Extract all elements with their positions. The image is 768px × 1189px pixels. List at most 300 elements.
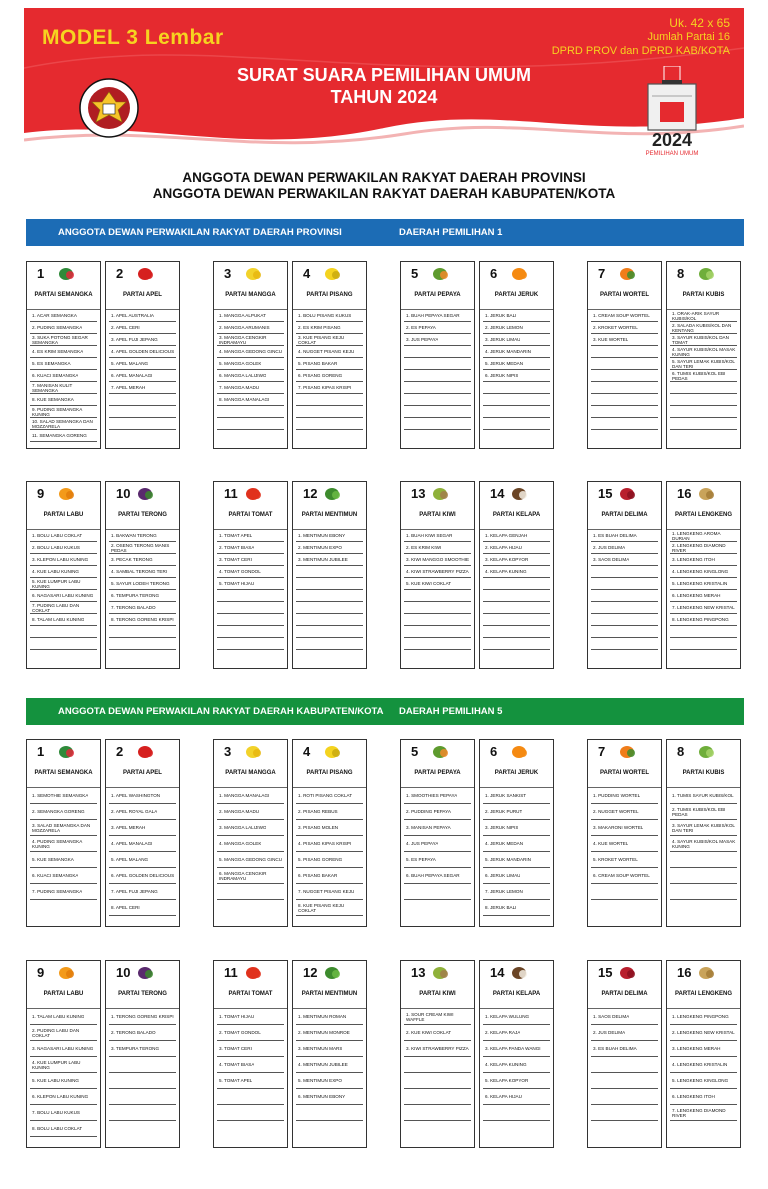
candidate-row[interactable] [404,554,471,566]
candidate-row[interactable] [217,602,284,614]
candidate-row[interactable] [670,1025,737,1041]
party-box[interactable] [26,261,101,449]
candidate-row[interactable] [296,346,363,358]
candidate-row[interactable] [404,310,471,322]
party-header[interactable] [293,262,366,310]
candidate-row[interactable] [109,346,176,358]
candidate-row[interactable] [591,346,658,358]
candidate-row[interactable] [483,542,550,554]
party-box[interactable] [213,481,288,669]
candidate-row[interactable] [483,554,550,566]
candidate-row[interactable] [30,1041,97,1057]
candidate-row[interactable] [591,358,658,370]
candidate-row[interactable] [591,1089,658,1105]
candidate-row[interactable] [109,554,176,566]
candidate-row[interactable] [109,804,176,820]
candidate-row[interactable] [404,650,471,662]
candidate-row[interactable] [670,804,737,820]
candidate-row[interactable] [296,406,363,418]
candidate-row[interactable] [670,542,737,554]
candidate-row[interactable] [217,590,284,602]
party-header[interactable] [588,740,661,788]
candidate-row[interactable] [591,310,658,322]
candidate-row[interactable] [670,638,737,650]
candidate-row[interactable] [217,1121,284,1137]
candidate-row[interactable] [30,1025,97,1041]
candidate-row[interactable] [296,1121,363,1137]
candidate-row[interactable] [109,852,176,868]
candidate-row[interactable] [591,554,658,566]
candidate-row[interactable] [591,820,658,836]
candidate-row[interactable] [30,566,97,578]
candidate-row[interactable] [30,1121,97,1137]
candidate-row[interactable] [109,1089,176,1105]
candidate-row[interactable] [670,614,737,626]
candidate-row[interactable] [217,334,284,346]
candidate-row[interactable] [217,852,284,868]
candidate-row[interactable] [296,602,363,614]
candidate-row[interactable] [404,346,471,358]
candidate-row[interactable] [30,868,97,884]
candidate-row[interactable] [296,310,363,322]
candidate-row[interactable] [30,358,97,370]
candidate-row[interactable] [30,1057,97,1073]
candidate-row[interactable] [404,900,471,916]
candidate-row[interactable] [483,626,550,638]
candidate-row[interactable] [109,382,176,394]
candidate-row[interactable] [483,614,550,626]
candidate-row[interactable] [217,650,284,662]
candidate-row[interactable] [404,334,471,346]
candidate-row[interactable] [591,394,658,406]
candidate-row[interactable] [296,394,363,406]
candidate-row[interactable] [670,406,737,418]
candidate-row[interactable] [217,868,284,884]
candidate-row[interactable] [109,590,176,602]
party-header[interactable] [401,740,474,788]
candidate-row[interactable] [217,788,284,804]
candidate-row[interactable] [483,900,550,916]
candidate-row[interactable] [296,1057,363,1073]
party-header[interactable] [401,262,474,310]
party-box[interactable] [26,960,101,1148]
candidate-row[interactable] [30,836,97,852]
candidate-row[interactable] [591,542,658,554]
candidate-row[interactable] [296,530,363,542]
candidate-row[interactable] [404,602,471,614]
candidate-row[interactable] [591,430,658,442]
candidate-row[interactable] [30,334,97,346]
candidate-row[interactable] [483,1089,550,1105]
party-header[interactable] [667,740,740,788]
party-box[interactable] [105,739,180,927]
candidate-row[interactable] [296,334,363,346]
candidate-row[interactable] [296,370,363,382]
candidate-row[interactable] [404,370,471,382]
candidate-row[interactable] [30,614,97,626]
candidate-row[interactable] [670,1105,737,1121]
candidate-row[interactable] [670,578,737,590]
candidate-row[interactable] [670,530,737,542]
party-box[interactable] [479,261,554,449]
candidate-row[interactable] [30,530,97,542]
candidate-row[interactable] [217,346,284,358]
party-box[interactable] [666,481,741,669]
candidate-row[interactable] [296,358,363,370]
party-header[interactable] [480,740,553,788]
candidate-row[interactable] [296,900,363,916]
candidate-row[interactable] [404,566,471,578]
candidate-row[interactable] [30,590,97,602]
candidate-row[interactable] [591,804,658,820]
candidate-row[interactable] [404,804,471,820]
candidate-row[interactable] [217,370,284,382]
party-header[interactable] [588,262,661,310]
candidate-row[interactable] [483,804,550,820]
candidate-row[interactable] [109,394,176,406]
candidate-row[interactable] [109,602,176,614]
candidate-row[interactable] [217,542,284,554]
candidate-row[interactable] [670,852,737,868]
candidate-row[interactable] [109,1105,176,1121]
candidate-row[interactable] [483,346,550,358]
candidate-row[interactable] [591,418,658,430]
candidate-row[interactable] [483,322,550,334]
candidate-row[interactable] [591,566,658,578]
candidate-row[interactable] [30,788,97,804]
party-header[interactable] [214,482,287,530]
party-box[interactable] [292,261,367,449]
candidate-row[interactable] [483,590,550,602]
candidate-row[interactable] [217,1025,284,1041]
candidate-row[interactable] [217,900,284,916]
candidate-row[interactable] [483,1105,550,1121]
candidate-row[interactable] [109,900,176,916]
candidate-row[interactable] [30,1073,97,1089]
candidate-row[interactable] [296,614,363,626]
candidate-row[interactable] [296,820,363,836]
party-header[interactable] [106,740,179,788]
candidate-row[interactable] [30,626,97,638]
candidate-row[interactable] [109,418,176,430]
candidate-row[interactable] [30,578,97,590]
party-header[interactable] [401,482,474,530]
party-header[interactable] [214,262,287,310]
party-box[interactable] [400,261,475,449]
candidate-row[interactable] [217,566,284,578]
candidate-row[interactable] [483,602,550,614]
candidate-row[interactable] [217,358,284,370]
candidate-row[interactable] [591,1121,658,1137]
candidate-row[interactable] [30,370,97,382]
candidate-row[interactable] [483,638,550,650]
candidate-row[interactable] [591,406,658,418]
candidate-row[interactable] [670,590,737,602]
candidate-row[interactable] [217,614,284,626]
candidate-row[interactable] [217,836,284,852]
candidate-row[interactable] [591,884,658,900]
candidate-row[interactable] [670,1041,737,1057]
candidate-row[interactable] [296,418,363,430]
candidate-row[interactable] [591,334,658,346]
candidate-row[interactable] [109,566,176,578]
candidate-row[interactable] [670,382,737,394]
candidate-row[interactable] [670,346,737,358]
party-box[interactable] [105,481,180,669]
candidate-row[interactable] [483,1121,550,1137]
party-box[interactable] [213,739,288,927]
candidate-row[interactable] [404,852,471,868]
candidate-row[interactable] [30,900,97,916]
candidate-row[interactable] [591,370,658,382]
candidate-row[interactable] [404,406,471,418]
candidate-row[interactable] [296,578,363,590]
party-box[interactable] [479,481,554,669]
candidate-row[interactable] [404,788,471,804]
party-box[interactable] [26,739,101,927]
candidate-row[interactable] [670,394,737,406]
candidate-row[interactable] [296,852,363,868]
candidate-row[interactable] [30,542,97,554]
candidate-row[interactable] [591,602,658,614]
candidate-row[interactable] [217,382,284,394]
candidate-row[interactable] [30,1009,97,1025]
candidate-row[interactable] [670,788,737,804]
party-header[interactable] [106,262,179,310]
candidate-row[interactable] [296,1009,363,1025]
candidate-row[interactable] [670,868,737,884]
candidate-row[interactable] [296,322,363,334]
party-header[interactable] [27,740,100,788]
candidate-row[interactable] [217,804,284,820]
candidate-row[interactable] [591,852,658,868]
party-box[interactable] [105,960,180,1148]
candidate-row[interactable] [30,1089,97,1105]
candidate-row[interactable] [217,1057,284,1073]
candidate-row[interactable] [109,310,176,322]
party-box[interactable] [213,261,288,449]
candidate-row[interactable] [404,1041,471,1057]
candidate-row[interactable] [217,1073,284,1089]
candidate-row[interactable] [30,650,97,662]
party-header[interactable] [293,961,366,1009]
candidate-row[interactable] [483,334,550,346]
candidate-row[interactable] [670,1073,737,1089]
candidate-row[interactable] [217,1105,284,1121]
candidate-row[interactable] [109,836,176,852]
party-box[interactable] [666,739,741,927]
candidate-row[interactable] [217,638,284,650]
candidate-row[interactable] [670,566,737,578]
candidate-row[interactable] [296,542,363,554]
candidate-row[interactable] [109,406,176,418]
candidate-row[interactable] [109,1041,176,1057]
candidate-row[interactable] [30,394,97,406]
candidate-row[interactable] [483,394,550,406]
party-header[interactable] [667,482,740,530]
candidate-row[interactable] [483,370,550,382]
candidate-row[interactable] [109,430,176,442]
party-header[interactable] [214,740,287,788]
party-header[interactable] [27,482,100,530]
candidate-row[interactable] [404,418,471,430]
candidate-row[interactable] [109,1009,176,1025]
party-box[interactable] [292,739,367,927]
candidate-row[interactable] [591,836,658,852]
candidate-row[interactable] [404,590,471,602]
party-box[interactable] [587,739,662,927]
candidate-row[interactable] [109,614,176,626]
candidate-row[interactable] [109,820,176,836]
candidate-row[interactable] [404,1057,471,1073]
candidate-row[interactable] [670,900,737,916]
candidate-row[interactable] [483,578,550,590]
candidate-row[interactable] [404,358,471,370]
candidate-row[interactable] [404,1105,471,1121]
candidate-row[interactable] [296,626,363,638]
candidate-row[interactable] [30,346,97,358]
candidate-row[interactable] [404,1073,471,1089]
candidate-row[interactable] [591,1009,658,1025]
candidate-row[interactable] [670,334,737,346]
party-box[interactable] [400,960,475,1148]
party-box[interactable] [479,960,554,1148]
candidate-row[interactable] [217,820,284,836]
candidate-row[interactable] [670,554,737,566]
party-header[interactable] [401,961,474,1009]
candidate-row[interactable] [217,394,284,406]
candidate-row[interactable] [591,1057,658,1073]
candidate-row[interactable] [109,788,176,804]
candidate-row[interactable] [296,590,363,602]
candidate-row[interactable] [670,1089,737,1105]
candidate-row[interactable] [404,394,471,406]
candidate-row[interactable] [670,418,737,430]
candidate-row[interactable] [109,1073,176,1089]
candidate-row[interactable] [109,530,176,542]
candidate-row[interactable] [591,1073,658,1089]
candidate-row[interactable] [109,638,176,650]
party-header[interactable] [214,961,287,1009]
candidate-row[interactable] [483,1073,550,1089]
candidate-row[interactable] [670,370,737,382]
party-box[interactable] [400,481,475,669]
candidate-row[interactable] [404,542,471,554]
candidate-row[interactable] [109,1121,176,1137]
candidate-row[interactable] [109,626,176,638]
candidate-row[interactable] [404,868,471,884]
candidate-row[interactable] [404,578,471,590]
candidate-row[interactable] [404,382,471,394]
candidate-row[interactable] [591,868,658,884]
candidate-row[interactable] [109,884,176,900]
candidate-row[interactable] [591,530,658,542]
candidate-row[interactable] [483,530,550,542]
candidate-row[interactable] [404,1121,471,1137]
party-header[interactable] [293,740,366,788]
party-header[interactable] [106,482,179,530]
candidate-row[interactable] [483,1025,550,1041]
candidate-row[interactable] [296,788,363,804]
candidate-row[interactable] [670,430,737,442]
candidate-row[interactable] [296,868,363,884]
candidate-row[interactable] [483,382,550,394]
party-header[interactable] [588,961,661,1009]
candidate-row[interactable] [483,836,550,852]
candidate-row[interactable] [670,650,737,662]
candidate-row[interactable] [296,836,363,852]
candidate-row[interactable] [30,638,97,650]
party-box[interactable] [587,481,662,669]
candidate-row[interactable] [109,868,176,884]
candidate-row[interactable] [296,566,363,578]
candidate-row[interactable] [296,1089,363,1105]
candidate-row[interactable] [296,1025,363,1041]
candidate-row[interactable] [109,578,176,590]
candidate-row[interactable] [296,804,363,820]
candidate-row[interactable] [483,820,550,836]
party-header[interactable] [480,262,553,310]
candidate-row[interactable] [670,310,737,322]
candidate-row[interactable] [483,1041,550,1057]
party-header[interactable] [293,482,366,530]
candidate-row[interactable] [296,650,363,662]
candidate-row[interactable] [483,566,550,578]
candidate-row[interactable] [109,334,176,346]
candidate-row[interactable] [109,1057,176,1073]
party-header[interactable] [106,961,179,1009]
candidate-row[interactable] [404,614,471,626]
candidate-row[interactable] [30,382,97,394]
candidate-row[interactable] [591,614,658,626]
candidate-row[interactable] [217,1009,284,1025]
candidate-row[interactable] [670,602,737,614]
candidate-row[interactable] [404,884,471,900]
candidate-row[interactable] [670,626,737,638]
party-header[interactable] [480,961,553,1009]
candidate-row[interactable] [404,820,471,836]
candidate-row[interactable] [670,1057,737,1073]
candidate-row[interactable] [404,1009,471,1025]
candidate-row[interactable] [217,1089,284,1105]
candidate-row[interactable] [404,322,471,334]
party-box[interactable] [587,960,662,1148]
candidate-row[interactable] [109,542,176,554]
candidate-row[interactable] [217,310,284,322]
candidate-row[interactable] [296,430,363,442]
candidate-row[interactable] [591,578,658,590]
candidate-row[interactable] [30,804,97,820]
candidate-row[interactable] [591,788,658,804]
candidate-row[interactable] [591,1105,658,1121]
candidate-row[interactable] [296,884,363,900]
candidate-row[interactable] [30,430,97,442]
party-box[interactable] [105,261,180,449]
candidate-row[interactable] [591,900,658,916]
candidate-row[interactable] [30,820,97,836]
candidate-row[interactable] [591,1025,658,1041]
candidate-row[interactable] [483,852,550,868]
candidate-row[interactable] [670,1121,737,1137]
candidate-row[interactable] [296,1105,363,1121]
candidate-row[interactable] [404,430,471,442]
candidate-row[interactable] [30,852,97,868]
candidate-row[interactable] [30,884,97,900]
candidate-row[interactable] [109,650,176,662]
candidate-row[interactable] [404,1089,471,1105]
candidate-row[interactable] [217,626,284,638]
candidate-row[interactable] [670,884,737,900]
